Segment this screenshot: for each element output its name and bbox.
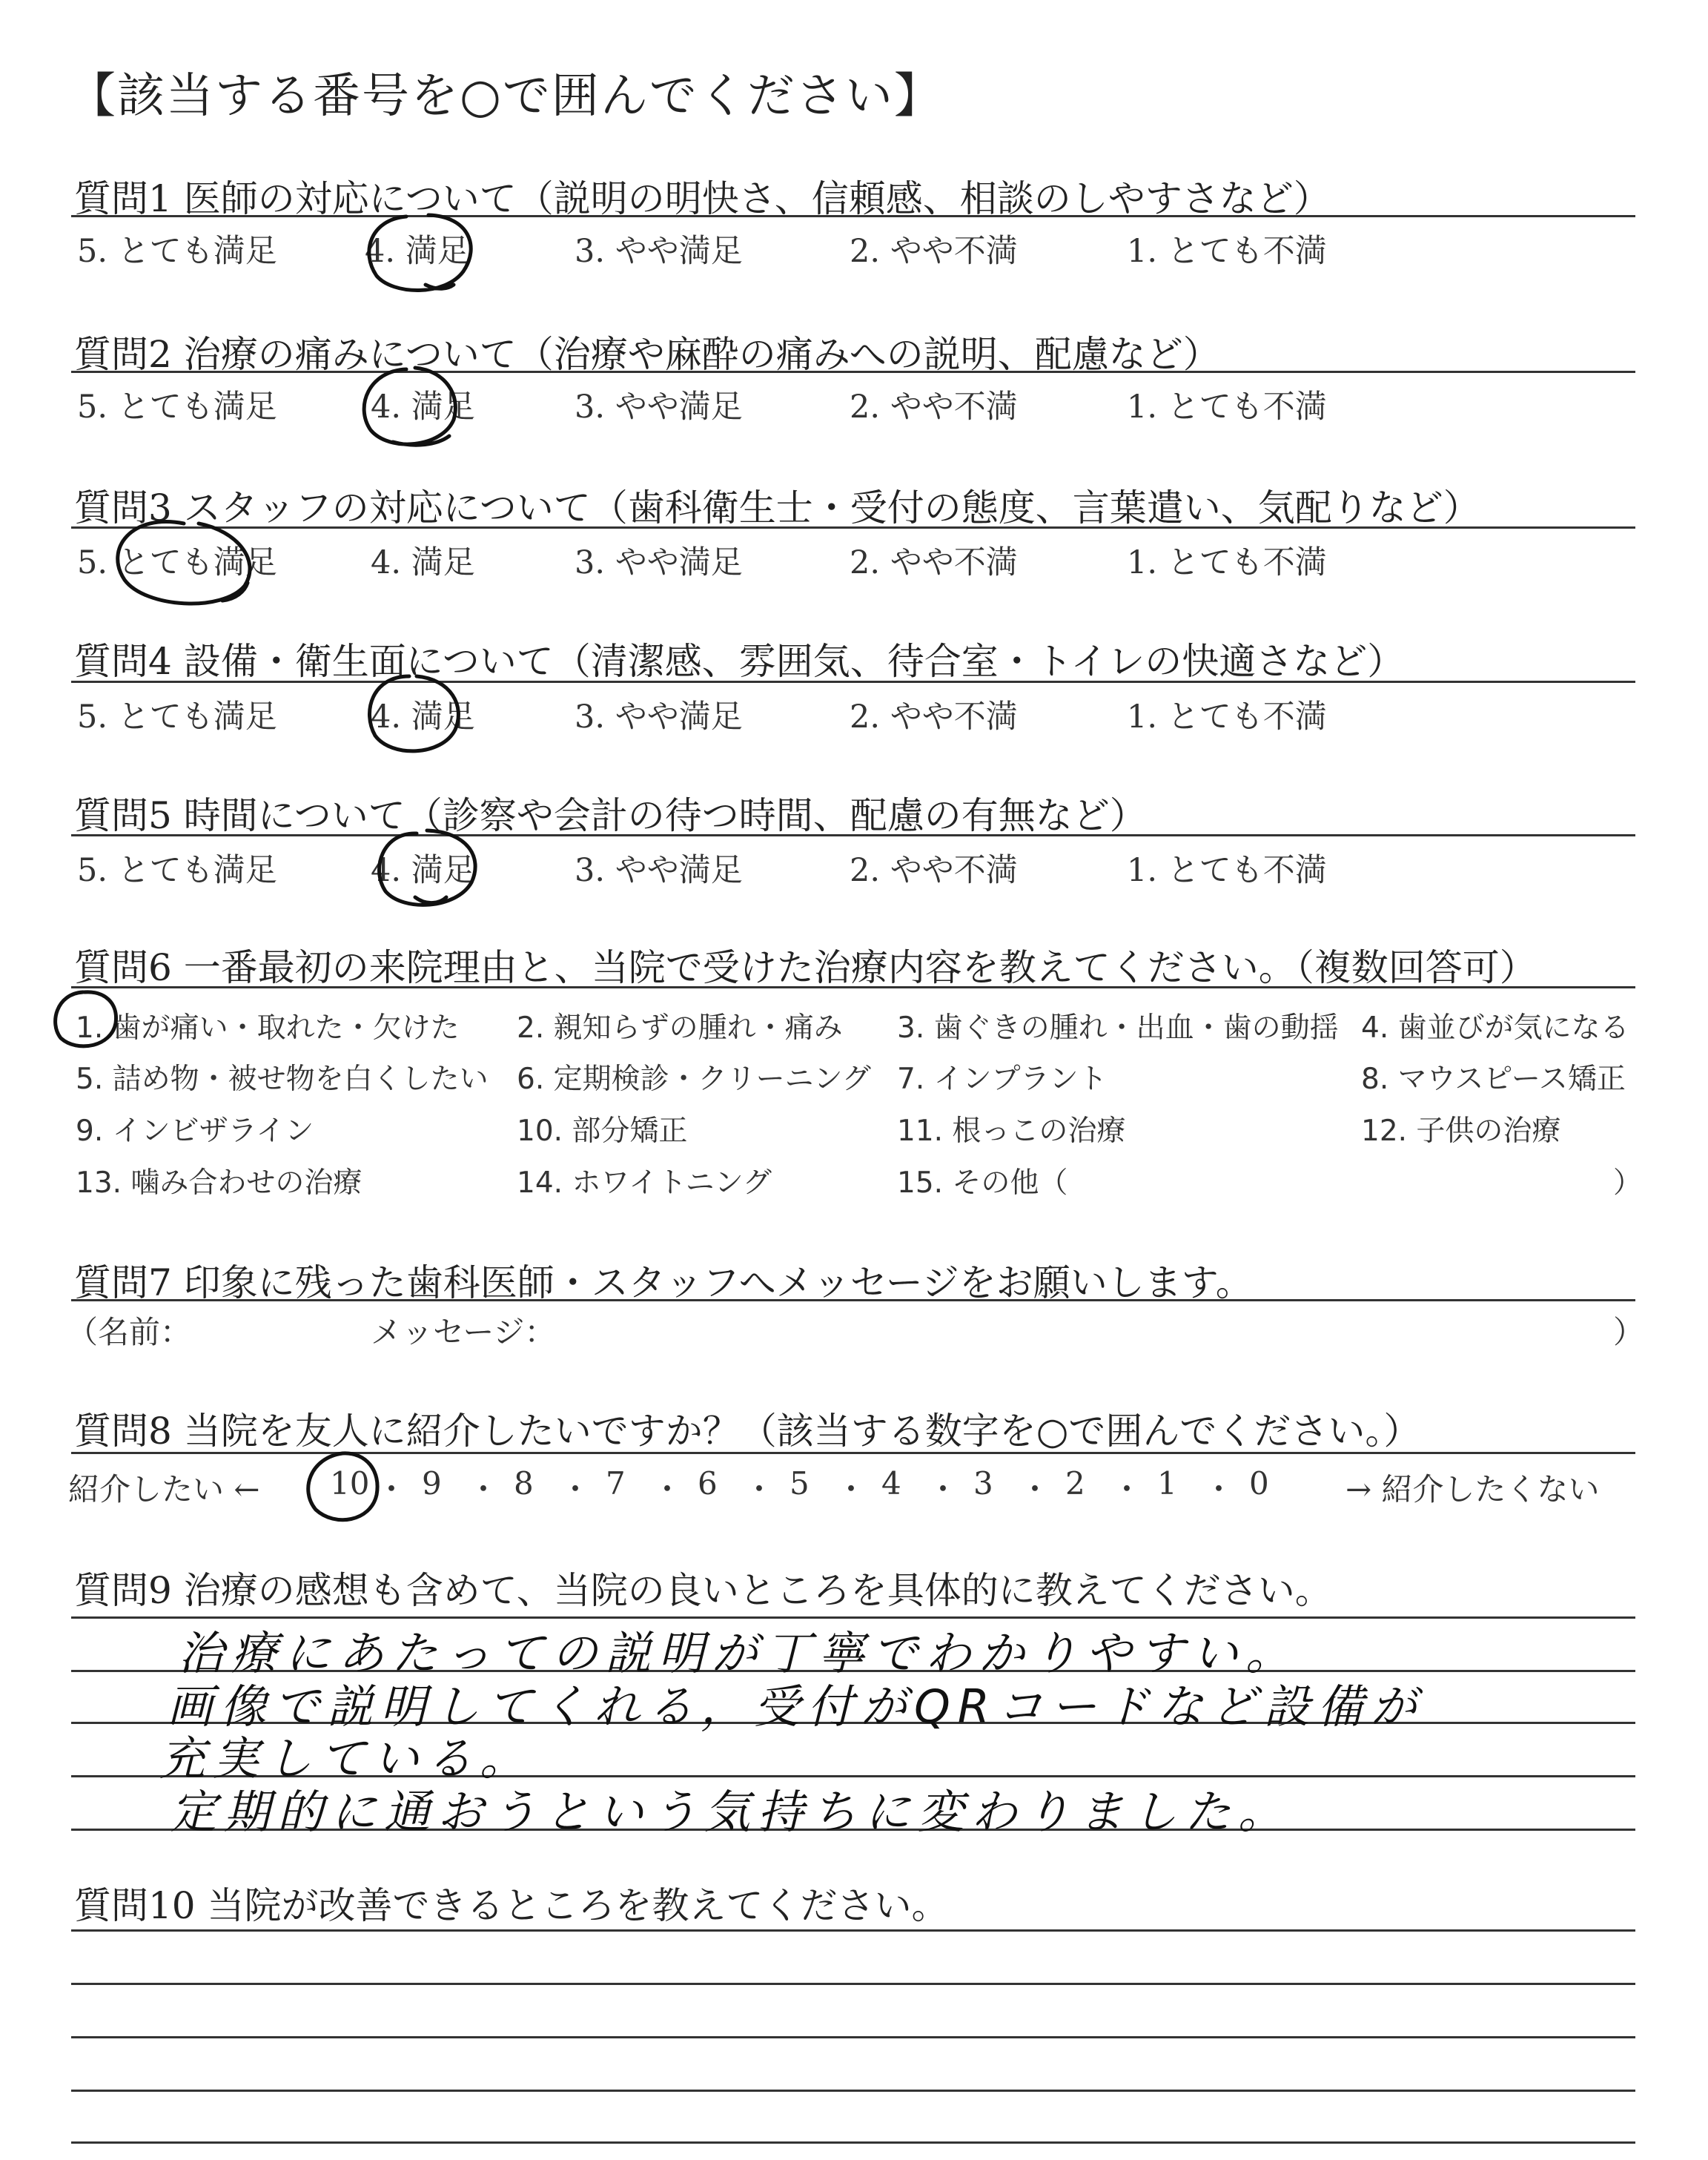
q5-option-5[interactable]: 5. とても満足	[77, 852, 277, 889]
q8-scale-4[interactable]: 4	[881, 1465, 901, 1502]
q6-item-10[interactable]: 10. 部分矯正	[517, 1114, 688, 1148]
q6-item-15[interactable]: 15. その他（	[897, 1166, 1068, 1200]
question-5-label: 質問5 時間について（診察や会計の待つ時間、配慮の有無など）	[74, 794, 1147, 837]
q3-option-4[interactable]: 4. 満足	[371, 544, 475, 581]
q1-option-2[interactable]: 2. やや不満	[850, 233, 1018, 270]
q8-scale-separator: ・	[927, 1471, 959, 1507]
form-title: 【該当する番号を○で囲んでください】	[68, 69, 943, 124]
question-3-label: 質問3 スタッフの対応について（歯科衛生士・受付の態度、言葉遣い、気配りなど）	[74, 486, 1480, 529]
q1-option-1[interactable]: 1. とても不満	[1127, 233, 1327, 270]
q4-option-3[interactable]: 3. やや満足	[575, 698, 743, 736]
q6-item-8[interactable]: 8. マウスピース矯正	[1361, 1063, 1626, 1096]
q8-scale-separator: ・	[376, 1471, 408, 1507]
q8-right-label: → 紹介したくない	[1345, 1471, 1600, 1507]
question-8-label: 質問8 当院を友人に紹介したいですか？（該当する数字を○で囲んでください。）	[74, 1410, 1421, 1453]
q7-close: ）	[1613, 1314, 1645, 1350]
question-6-label: 質問6 一番最初の来院理由と、当院で受けた治療内容を教えてください。（複数回答可）	[74, 946, 1537, 989]
q8-left-label: 紹介したい ←	[68, 1471, 260, 1507]
q4-option-2[interactable]: 2. やや不満	[850, 698, 1018, 736]
q8-scale-2[interactable]: 2	[1065, 1465, 1085, 1502]
writing-line	[71, 1929, 1635, 1932]
q9-handwriting-line-3: 充実している。	[159, 1731, 534, 1786]
q6-item-1[interactable]: 1. 歯が痛い・取れた・欠けた	[76, 1011, 460, 1045]
divider	[71, 1299, 1635, 1301]
q6-item-14[interactable]: 14. ホワイトニング	[517, 1166, 772, 1200]
writing-line	[71, 2036, 1635, 2038]
q6-item-5[interactable]: 5. 詰め物・被せ物を白くしたい	[76, 1063, 489, 1096]
q7-message-label: メッセージ：	[371, 1314, 556, 1350]
divider	[71, 986, 1635, 988]
question-1-label: 質問1 医師の対応について（説明の明快さ、信頼感、相談のしやすさなど）	[74, 177, 1331, 220]
divider	[71, 1452, 1635, 1454]
question-9-label: 質問9 治療の感想も含めて、当院の良いところを具体的に教えてください。	[74, 1569, 1332, 1612]
q8-scale-separator: ・	[744, 1471, 775, 1507]
q6-item-3[interactable]: 3. 歯ぐきの腫れ・出血・歯の動揺	[897, 1011, 1339, 1045]
q1-option-5[interactable]: 5. とても満足	[77, 233, 277, 270]
q8-scale-separator: ・	[1203, 1471, 1235, 1507]
q2-option-3[interactable]: 3. やや満足	[575, 389, 743, 426]
q6-item-4[interactable]: 4. 歯並びが気になる	[1361, 1011, 1629, 1045]
q6-item-2[interactable]: 2. 親知らずの腫れ・痛み	[517, 1011, 843, 1045]
writing-line	[71, 1983, 1635, 1985]
q4-option-1[interactable]: 1. とても不満	[1127, 698, 1327, 736]
q8-scale-separator: ・	[835, 1471, 867, 1507]
q8-scale-8[interactable]: 8	[514, 1465, 534, 1502]
divider	[71, 834, 1635, 836]
q9-handwriting-line-4: 定期的に通おうという気持ちに変わりました。	[171, 1785, 1292, 1839]
q8-scale-0[interactable]: 0	[1249, 1465, 1269, 1502]
q8-scale-separator: ・	[1019, 1471, 1051, 1507]
q9-handwriting-line-2: 画像で説明してくれる，受付がQRコードなど設備が	[167, 1680, 1424, 1734]
q1-option-3[interactable]: 3. やや満足	[575, 233, 743, 270]
q8-scale-3[interactable]: 3	[973, 1465, 993, 1502]
q8-scale-6[interactable]: 6	[698, 1465, 718, 1502]
q5-option-3[interactable]: 3. やや満足	[575, 852, 743, 889]
q7-name-label: （名前：	[67, 1314, 192, 1350]
q4-option-4[interactable]: 4. 満足	[371, 698, 475, 736]
q8-scale-10[interactable]: 10	[330, 1465, 370, 1502]
q4-option-5[interactable]: 5. とても満足	[77, 698, 277, 736]
q1-option-4[interactable]: 4. 満足	[365, 233, 469, 270]
question-4-label: 質問4 設備・衛生面について（清潔感、雰囲気、待合室・トイレの快適さなど）	[74, 640, 1405, 683]
q6-other-close: ）	[1613, 1166, 1643, 1200]
q2-option-5[interactable]: 5. とても満足	[77, 389, 277, 426]
q2-option-4[interactable]: 4. 満足	[371, 389, 475, 426]
divider	[71, 215, 1635, 217]
q6-item-7[interactable]: 7. インプラント	[897, 1063, 1108, 1096]
q6-item-11[interactable]: 11. 根っこの治療	[897, 1114, 1126, 1148]
q5-option-1[interactable]: 1. とても不満	[1127, 852, 1327, 889]
q6-item-6[interactable]: 6. 定期検診・クリーニング	[517, 1063, 871, 1096]
q8-scale-separator: ・	[560, 1471, 592, 1507]
q3-option-3[interactable]: 3. やや満足	[575, 544, 743, 581]
question-10-label: 質問10 当院が改善できるところを教えてください。	[74, 1884, 949, 1927]
q3-option-5[interactable]: 5. とても満足	[77, 544, 277, 581]
q8-scale-5[interactable]: 5	[790, 1465, 810, 1502]
question-7-label: 質問7 印象に残った歯科医師・スタッフへメッセージをお願いします。	[74, 1261, 1253, 1304]
q8-scale-9[interactable]: 9	[422, 1465, 442, 1502]
q6-item-13[interactable]: 13. 噛み合わせの治療	[76, 1166, 363, 1200]
q3-option-1[interactable]: 1. とても不満	[1127, 544, 1327, 581]
q6-item-12[interactable]: 12. 子供の治療	[1361, 1114, 1561, 1148]
divider	[71, 371, 1635, 373]
q2-option-1[interactable]: 1. とても不満	[1127, 389, 1327, 426]
q5-option-4[interactable]: 4. 満足	[371, 852, 475, 889]
question-2-label: 質問2 治療の痛みについて（治療や麻酔の痛みへの説明、配慮など）	[74, 333, 1220, 376]
q8-scale-1[interactable]: 1	[1157, 1465, 1177, 1502]
divider	[71, 526, 1635, 529]
divider	[71, 681, 1635, 683]
q8-scale-7[interactable]: 7	[606, 1465, 626, 1502]
q8-scale-separator: ・	[652, 1471, 683, 1507]
q8-scale-separator: ・	[1111, 1471, 1143, 1507]
q9-handwriting-line-1: 治療にあたっての説明が丁寧でわかりやすい。	[178, 1626, 1300, 1680]
q2-option-2[interactable]: 2. やや不満	[850, 389, 1018, 426]
q6-item-9[interactable]: 9. インビザライン	[76, 1114, 314, 1148]
q5-option-2[interactable]: 2. やや不満	[850, 852, 1018, 889]
writing-line	[71, 2090, 1635, 2092]
q8-scale-separator: ・	[468, 1471, 500, 1507]
q3-option-2[interactable]: 2. やや不満	[850, 544, 1018, 581]
writing-line	[71, 2141, 1635, 2144]
